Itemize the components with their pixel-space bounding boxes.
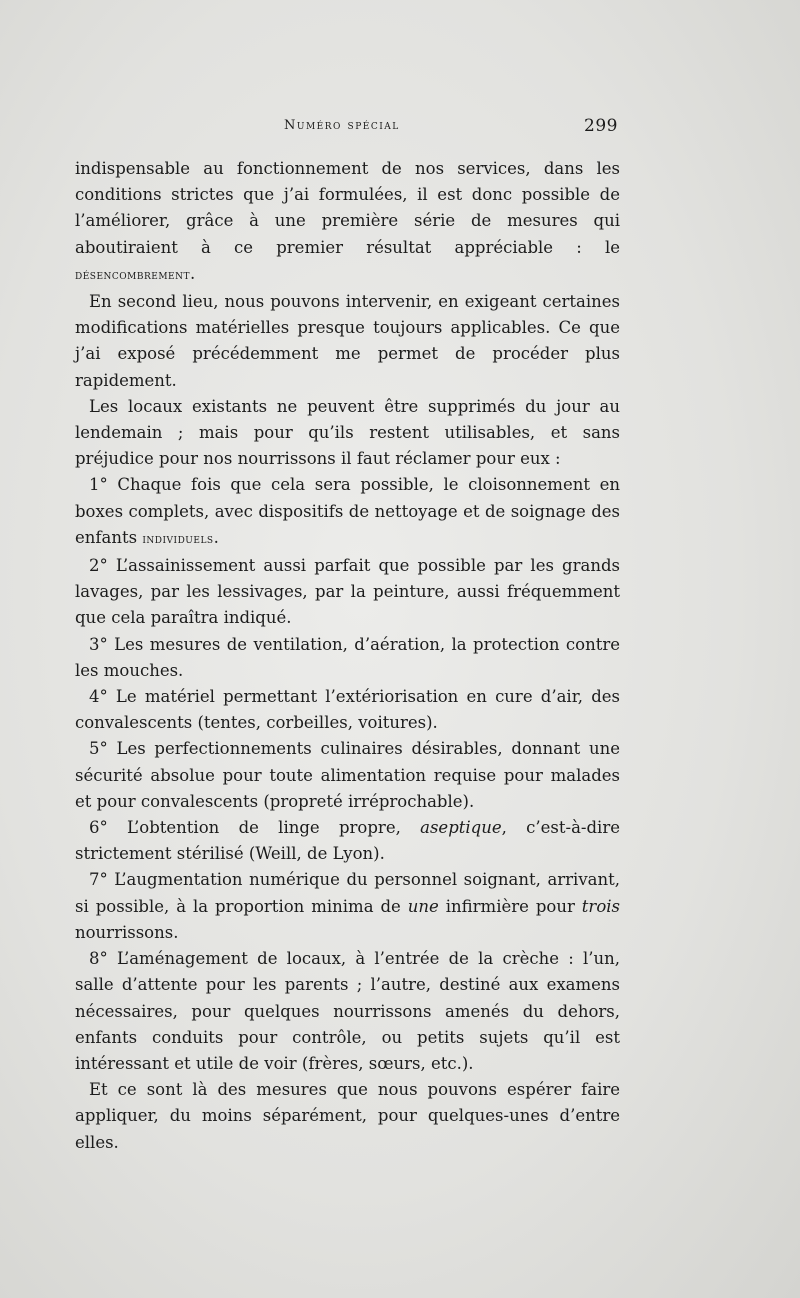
list-item-3: 3° Les mesures de ventilation, d’aération, la protection contre les mouches. xyxy=(75,634,620,680)
page-number: 299 xyxy=(584,116,618,136)
page-header xyxy=(78,116,618,142)
list-item-6: 6° L’obtention de linge propre, aseptique, c’est-à-dire strictement stérilisé (Weill, de Lyon). xyxy=(75,818,620,864)
paragraph-locaux: Les locaux existants ne peuvent être supprimés du jour au lendemain ; mais pour qu’ils restent utilisables, et sans préjudice pour nos nourrissons il faut réclamer pour eux : xyxy=(75,396,620,469)
emphasis-individuels: individuels xyxy=(142,531,214,547)
emphasis-desencombrement: désencombrement xyxy=(75,267,190,283)
list-item-1: 1° Chaque fois que cela sera possible, le cloisonnement en boxes complets, avec dispositifs de nettoyage et de soignage des enfants individuels. xyxy=(75,475,620,547)
list-item-7: 7° L’augmentation numérique du personnel soignant, arrivant, si possible, à la proportion minima de une infirmière pour trois nourrissons. xyxy=(75,870,620,942)
list-item-5: 5° Les perfectionnements culinaires désirables, donnant une sécurité absolue pour toute alimentation requise pour malades et pour convalescents (propreté irréprochable). xyxy=(75,739,620,811)
list-item-2: 2° L’assainissement aussi parfait que possible par les grands lavages, par les lessivages, par la peinture, aussi fréquemment que cela paraîtra indiqué. xyxy=(75,556,620,628)
list-item-4: 4° Le matériel permettant l’extériorisation en cure d’air, des convalescents (tentes, corbeilles, voitures). xyxy=(75,687,620,733)
paragraph-second-place: En second lieu, nous pouvons intervenir, en exigeant certaines modifications matérielles presque toujours applicables. Ce que j’ai exposé précédemment me permet de procéder plus rapidement. xyxy=(75,292,620,390)
paragraph-conclusion: Et ce sont là des mesures que nous pouvons espérer faire appliquer, du moins séparément, pour quelques-unes d’entre elles. xyxy=(75,1080,620,1152)
running-title: Numéro spécial xyxy=(284,118,400,133)
emphasis-trois: trois xyxy=(581,896,620,916)
paragraph-intro: indispensable au fonctionnement de nos services, dans les conditions strictes que j’ai formulées, il est donc possible de l’améliorer, grâce à une première série de mesures qui aboutiraient à ce premier résultat appréciable : le désencombrement. xyxy=(75,159,620,283)
list-item-8: 8° L’aménagement de locaux, à l’entrée de la crèche : l’un, salle d’attente pour les parents ; l’autre, destiné aux examens nécessaires, pour quelques nourrissons amenés du dehors, enfants conduits pour contrôle, ou petits sujets qu’il est intéressant et utile de voir (frères, sœurs, etc.). xyxy=(75,949,620,1073)
emphasis-une: une xyxy=(407,896,439,916)
body-text xyxy=(75,156,620,1156)
emphasis-aseptique: aseptique xyxy=(420,818,502,838)
